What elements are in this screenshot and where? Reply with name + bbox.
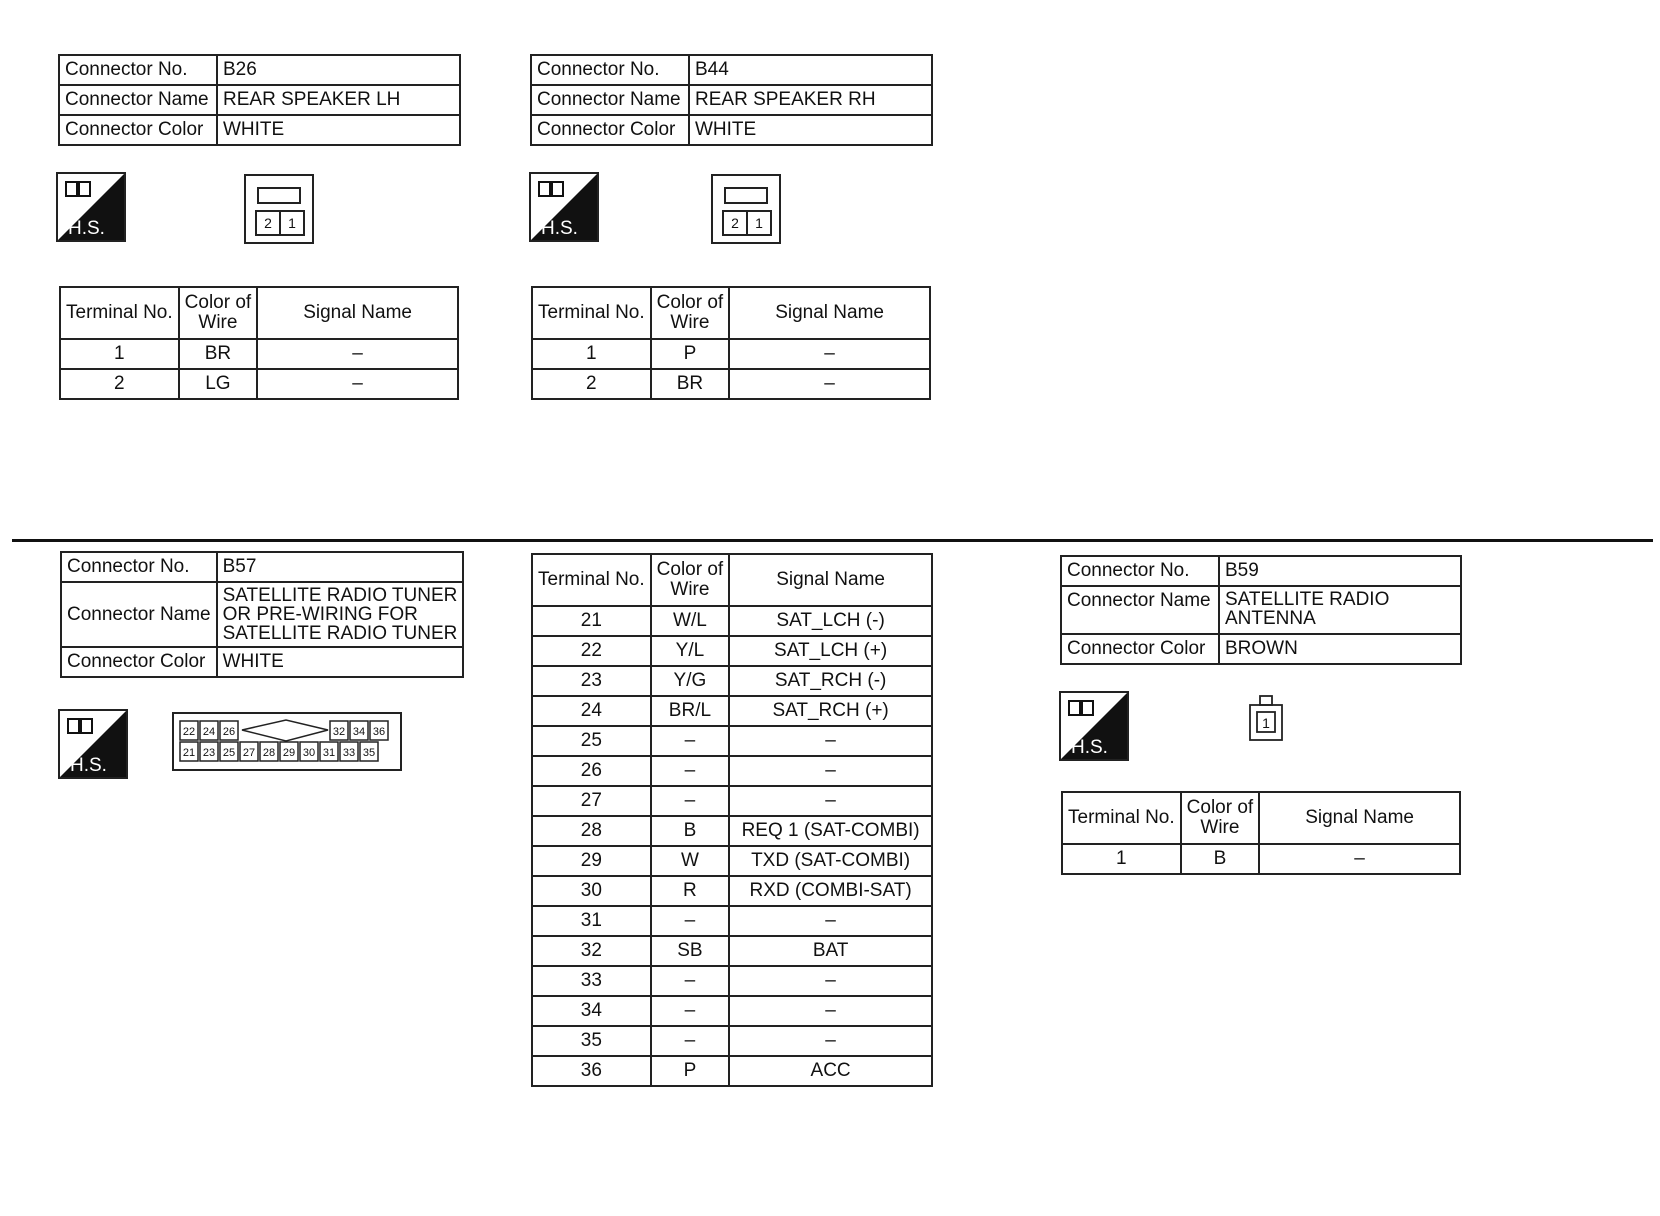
table-row: 23 Y/G SAT_RCH (-) [532, 666, 932, 696]
color-of-wire-header: Color of Wire [1181, 792, 1260, 844]
connector-color-value: WHITE [217, 647, 464, 677]
section-divider [12, 539, 1653, 542]
table-row [531, 115, 932, 145]
connector-latch [724, 187, 768, 204]
b57-connector-face [172, 712, 402, 771]
pin-label: 25 [222, 747, 236, 759]
pin-label: 28 [262, 747, 276, 759]
table-row: 1 B – [1062, 844, 1460, 874]
pin-label: 22 [182, 726, 196, 738]
pin-label: 34 [352, 726, 366, 738]
connector-name-label: Connector Name [61, 582, 217, 647]
table-row: 22 Y/L SAT_LCH (+) [532, 636, 932, 666]
hs-label: H.S. [541, 218, 578, 239]
b57-terminal-table [531, 553, 933, 1087]
connector-no-label: Connector No. [59, 55, 217, 85]
connector-color-label: Connector Color [1061, 634, 1219, 664]
table-header-row [60, 287, 458, 339]
table-row: 26 – – [532, 756, 932, 786]
connector-no-label: Connector No. [61, 552, 217, 582]
table-row: 21 W/L SAT_LCH (-) [532, 606, 932, 636]
connector-name-value: REAR SPEAKER RH [689, 85, 932, 115]
table-row: 2 BR – [532, 369, 930, 399]
table-row [61, 552, 463, 582]
harness-side-icon [1059, 691, 1129, 761]
signal-name-header: Signal Name [257, 287, 458, 339]
terminal-no-header: Terminal No. [532, 554, 651, 606]
b44-terminal-table [531, 286, 931, 400]
table-row: 32 SB BAT [532, 936, 932, 966]
connector-no-value: B57 [217, 552, 464, 582]
connector-name-value: SATELLITE RADIO TUNER OR PRE-WIRING FOR SATELLITE RADIO TUNER [217, 582, 464, 647]
connector-no-value: B44 [689, 55, 932, 85]
color-of-wire-header: Color of Wire [179, 287, 258, 339]
connector-no-label: Connector No. [531, 55, 689, 85]
table-row: 2 LG – [60, 369, 458, 399]
table-row: 31 – – [532, 906, 932, 936]
table-row: 27 – – [532, 786, 932, 816]
table-row: 28 B REQ 1 (SAT-COMBI) [532, 816, 932, 846]
pin-cell: 1 [746, 210, 772, 236]
pin-label: 32 [332, 726, 346, 738]
b44-connector-face [711, 174, 781, 244]
connector-color-label: Connector Color [531, 115, 689, 145]
signal-name-header: Signal Name [729, 287, 930, 339]
color-of-wire-header: Color of Wire [651, 287, 730, 339]
table-row [59, 55, 460, 85]
hs-label: H.S. [70, 755, 107, 776]
table-row: 30 R RXD (COMBI-SAT) [532, 876, 932, 906]
table-row: 34 – – [532, 996, 932, 1026]
table-row [59, 115, 460, 145]
connector-color-label: Connector Color [61, 647, 217, 677]
connector-no-value: B26 [217, 55, 460, 85]
color-of-wire-header: Color of Wire [651, 554, 730, 606]
terminal-no-header: Terminal No. [1062, 792, 1181, 844]
b44-connector-info-table [530, 54, 933, 146]
signal-name-header: Signal Name [1259, 792, 1460, 844]
harness-side-icon [529, 172, 599, 242]
pin-label: 24 [202, 726, 216, 738]
table-row [61, 647, 463, 677]
connector-color-value: WHITE [689, 115, 932, 145]
table-header-row [1062, 792, 1460, 844]
connector-color-value: WHITE [217, 115, 460, 145]
b26-connector-info-table [58, 54, 461, 146]
table-row [531, 85, 932, 115]
connector-latch [257, 187, 301, 204]
connector-name-value: REAR SPEAKER LH [217, 85, 460, 115]
table-row [1061, 586, 1461, 634]
table-row: 24 BR/L SAT_RCH (+) [532, 696, 932, 726]
pin-label: 27 [242, 747, 256, 759]
table-row [1061, 634, 1461, 664]
connector-no-label: Connector No. [1061, 556, 1219, 586]
pin-cell: 2 [255, 210, 281, 236]
b57-connector-info-table [60, 551, 464, 678]
pin-label: 33 [342, 747, 356, 759]
hs-label: H.S. [1071, 737, 1108, 758]
table-row [1061, 556, 1461, 586]
b59-terminal-table [1061, 791, 1461, 875]
harness-side-icon [56, 172, 126, 242]
table-row: 25 – – [532, 726, 932, 756]
pin-label: 29 [282, 747, 296, 759]
pin-label: 1 [1262, 715, 1270, 731]
connector-name-value: SATELLITE RADIO ANTENNA [1219, 586, 1461, 634]
terminal-no-header: Terminal No. [532, 287, 651, 339]
table-row: 1 BR – [60, 339, 458, 369]
b59-connector-face [1248, 694, 1284, 742]
table-row [59, 85, 460, 115]
pin-label: 21 [182, 747, 196, 759]
pin-label: 30 [302, 747, 316, 759]
connector-name-label: Connector Name [59, 85, 217, 115]
hs-label: H.S. [68, 218, 105, 239]
table-row: 33 – – [532, 966, 932, 996]
pin-cell: 1 [279, 210, 305, 236]
b59-connector-info-table [1060, 555, 1462, 665]
table-row [61, 582, 463, 647]
table-row [531, 55, 932, 85]
table-header-row [532, 554, 932, 606]
table-row: 29 W TXD (SAT-COMBI) [532, 846, 932, 876]
connector-name-label: Connector Name [1061, 586, 1219, 634]
table-row: 35 – – [532, 1026, 932, 1056]
pin-cell: 2 [722, 210, 748, 236]
table-row: 36 P ACC [532, 1056, 932, 1086]
connector-color-label: Connector Color [59, 115, 217, 145]
pin-label: 26 [222, 726, 236, 738]
signal-name-header: Signal Name [729, 554, 932, 606]
table-row: 1 P – [532, 339, 930, 369]
pin-label: 23 [202, 747, 216, 759]
terminal-no-header: Terminal No. [60, 287, 179, 339]
harness-side-icon [58, 709, 128, 779]
table-header-row [532, 287, 930, 339]
pin-label: 35 [362, 747, 376, 759]
b26-terminal-table [59, 286, 459, 400]
b57-pin-grid [174, 714, 400, 769]
connector-no-value: B59 [1219, 556, 1461, 586]
pin-label: 31 [322, 747, 336, 759]
connector-name-label: Connector Name [531, 85, 689, 115]
pin-label: 36 [372, 726, 386, 738]
b26-connector-face [244, 174, 314, 244]
connector-color-value: BROWN [1219, 634, 1461, 664]
